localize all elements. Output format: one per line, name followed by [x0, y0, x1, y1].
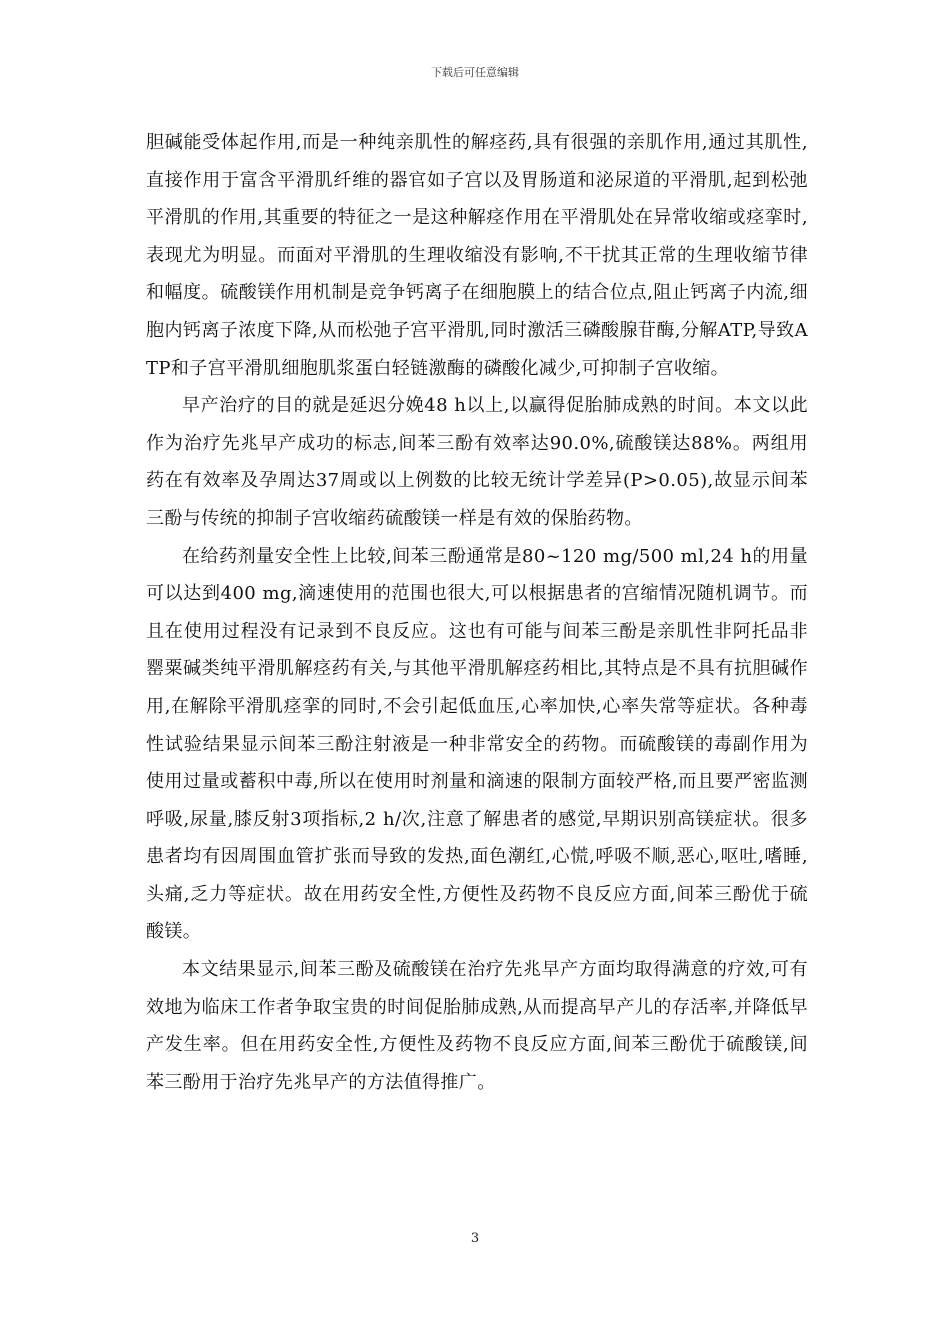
body-paragraph-2: 早产治疗的目的就是延迟分娩48 h以上,以赢得促胎肺成熟的时间。本文以此作为治疗先兆早产成功的标志,间苯三酚有效率达90.0%,硫酸镁达88%。两组用药在有效率及孕周达37周或以上例数的比较无统计学差异(P>0.05),故显示间苯三酚与传统的抑制子宫收缩药硫酸镁一样是有效的保胎药物。 [146, 395, 808, 529]
page-header: 下载后可任意编辑 [431, 66, 519, 79]
body-paragraph-4: 本文结果显示,间苯三酚及硫酸镁在治疗先兆早产方面均取得满意的疗效,可有效地为临床工作者争取宝贵的时间促胎肺成熟,从而提高早产儿的存活率,并降低早产发生率。但在用药安全性,方便性及药物不良反应方面,间苯三酚优于硫酸镁,间苯三酚用于治疗先兆早产的方法值得推广。 [146, 959, 808, 1093]
page-number: 3 [470, 1231, 480, 1246]
body-paragraph-3: 在给药剂量安全性上比较,间苯三酚通常是80~120 mg/500 ml,24 h的用量可以达到400 mg,滴速使用的范围也很大,可以根据患者的宫缩情况随机调节。而且在使用过程没有记录到不良反应。这也有可能与间苯三酚是亲肌性非阿托品非罂粟碱类纯平滑肌解痉药有关,与其他平滑肌解痉药相比,其特点是不具有抗胆碱作用,在解除平滑肌痉挛的同时,不会引起低血压,心率加快,心率失常等症状。各种毒性试验结果显示间苯三酚注射液是一种非常安全的药物。而硫酸镁的毒副作用为使用过量或蓄积中毒,所以在使用时剂量和滴速的限制方面较严格,而且要严密监测呼吸,尿量,膝反射3项指标,2 h/次,注意了解患者的感觉,早期识别高镁症状。很多患者均有因周围血管扩张而导致的发热,面色潮红,心慌,呼吸不顺,恶心,呕吐,嗜睡,头痛,乏力等症状。故在用药安全性,方便性及药物不良反应方面,间苯三酚优于硫酸镁。 [146, 545, 808, 943]
document-body [146, 124, 808, 1101]
body-paragraph-1: 胆碱能受体起作用,而是一种纯亲肌性的解痉药,具有很强的亲肌作用,通过其肌性,直接作用于富含平滑肌纤维的器官如子宫以及胃肠道和泌尿道的平滑肌,起到松弛平滑肌的作用,其重要的特征之一是这种解痉作用在平滑肌处在异常收缩或痉挛时,表现尤为明显。而面对平滑肌的生理收缩没有影响,不干扰其正常的生理收缩节律和幅度。硫酸镁作用机制是竞争钙离子在细胞膜上的结合位点,阻止钙离子内流,细胞内钙离子浓度下降,从而松弛子宫平滑肌,同时激活三磷酸腺苷酶,分解ATP,导致ATP和子宫平滑肌细胞肌浆蛋白轻链激酶的磷酸化减少,可抑制子宫收缩。 [146, 132, 808, 379]
